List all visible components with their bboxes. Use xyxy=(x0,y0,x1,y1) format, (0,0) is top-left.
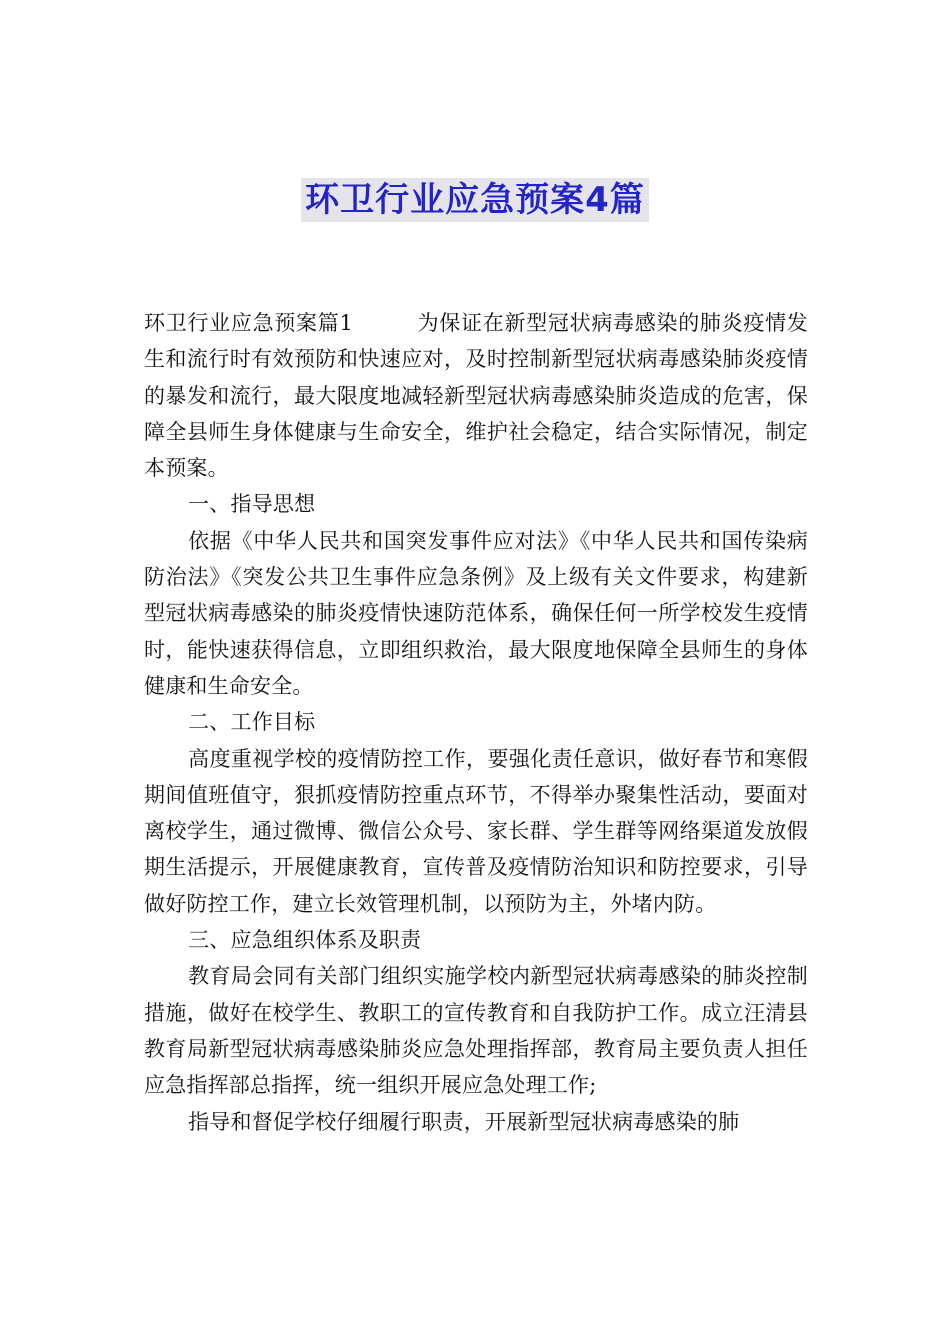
document-title: 环卫行业应急预案4篇 xyxy=(301,178,649,222)
title-container xyxy=(0,178,950,222)
document-body xyxy=(144,305,808,1140)
heading-work-goals: 二、工作目标 xyxy=(188,710,316,735)
paragraph-organization: 教育局会同有关部门组织实施学校内新型冠状病毒感染的肺炎控制措施，做好在校学生、教职工的宣传教育和自我防护工作。成立汪清县教育局新型冠状病毒感染肺炎应急处理指挥部，教育局主要负责人担任应急指挥部总指挥，统一组织开展应急处理工作; xyxy=(144,964,808,1098)
paragraph-supervision: 指导和督促学校仔细履行职责，开展新型冠状病毒感染的肺 xyxy=(188,1109,740,1134)
heading-guiding-ideology: 一、指导思想 xyxy=(188,492,316,517)
paragraph-intro xyxy=(144,305,808,486)
paragraph-text: 为保证在新型冠状病毒感染的肺炎疫情发生和流行时有效预防和快速应对，及时控制新型冠状病毒感染肺炎疫情的暴发和流行，最大限度地减轻新型冠状病毒感染肺炎造成的危害，保障全县师生身体健康与生命安全，维护社会稳定，结合实际情况，制定本预案。 xyxy=(144,311,808,481)
heading-organization: 三、应急组织体系及职责 xyxy=(188,928,422,953)
section-lead: 环卫行业应急预案篇1 xyxy=(144,311,354,335)
paragraph-goals: 高度重视学校的疫情防控工作，要强化责任意识，做好春节和寒假期间值班值守，狠抓疫情防控重点环节，不得举办聚集性活动，要面对离校学生，通过微博、微信公众号、家长群、学生群等网络渠道发放假期生活提示，开展健康教育，宣传普及疫情防治知识和防控要求，引导做好防控工作，建立长效管理机制，以预防为主，外堵内防。 xyxy=(144,746,808,916)
paragraph-basis: 依据《中华人民共和国突发事件应对法》《中华人民共和国传染病防治法》《突发公共卫生事件应急条例》及上级有关文件要求，构建新型冠状病毒感染的肺炎疫情快速防范体系，确保任何一所学校发生疫情时，能快速获得信息，立即组织救治，最大限度地保障全县师生的身体健康和生命安全。 xyxy=(144,528,808,698)
